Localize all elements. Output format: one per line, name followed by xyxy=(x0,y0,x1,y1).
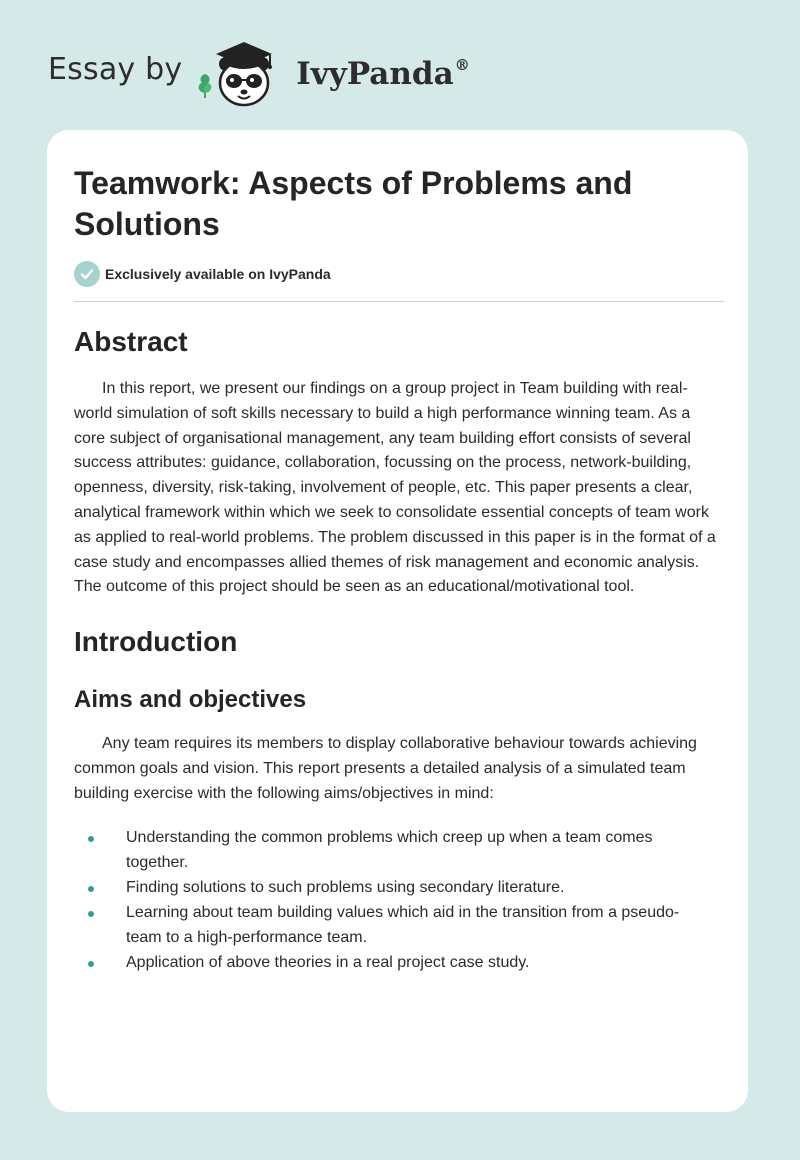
page-title: Teamwork: Aspects of Problems and Solutions xyxy=(74,165,633,242)
list-item: Finding solutions to such problems using secondary literature. xyxy=(74,875,724,900)
exclusive-badge xyxy=(74,261,724,287)
essay-by-label: Essay by xyxy=(48,51,183,87)
leaf-icon xyxy=(199,74,212,98)
abstract-paragraph: In this report, we present our findings on a group project in Team building with real-world simulation of soft skills necessary to build a high performance winning team. As a core subject of organisational management, any team building effort consists of several success attributes: guidance, collaboration, focussing on the process, network-building, openness, diversity, risk-taking, involvement of people, etc. This paper presents a clear, analytical framework within which we seek to consolidate essential concepts of team work as applied to real-world problems. The problem discussed in this paper is in the format of a case study and encompasses allied themes of risk management and economic analysis. The outcome of this project should be seen as an educational/motivational tool. xyxy=(74,380,716,596)
aims-list xyxy=(74,825,724,975)
site-header xyxy=(48,36,470,110)
list-item: Understanding the common problems which creep up when a team comes together. xyxy=(74,825,724,875)
divider xyxy=(74,301,724,302)
badge-label: Exclusively available on IvyPanda xyxy=(105,266,331,282)
registered-mark: ® xyxy=(454,56,470,74)
essay-card xyxy=(47,130,748,1112)
list-item: Application of above theories in a real project case study. xyxy=(74,950,724,975)
bullet-icon xyxy=(88,911,94,917)
abstract-heading: Abstract xyxy=(74,326,188,357)
check-circle-icon xyxy=(74,261,100,287)
panda-graduate-icon xyxy=(196,36,292,110)
bullet-icon xyxy=(88,961,94,967)
introduction-heading: Introduction xyxy=(74,626,238,658)
bullet-icon xyxy=(88,836,94,842)
aims-paragraph: Any team requires its members to display collaborative behaviour towards achieving common goals and vision. This report presents a detailed analysis of a simulated team building exercise with the following aims/objectives in mind: xyxy=(74,735,697,802)
list-item: Learning about team building values which aid in the transition from a pseudo-team to a high-performance team. xyxy=(74,900,724,950)
essay-content xyxy=(74,130,724,975)
brand-name[interactable]: IvyPanda® xyxy=(296,56,470,92)
aims-heading: Aims and objectives xyxy=(74,686,307,714)
bullet-icon xyxy=(88,886,94,892)
